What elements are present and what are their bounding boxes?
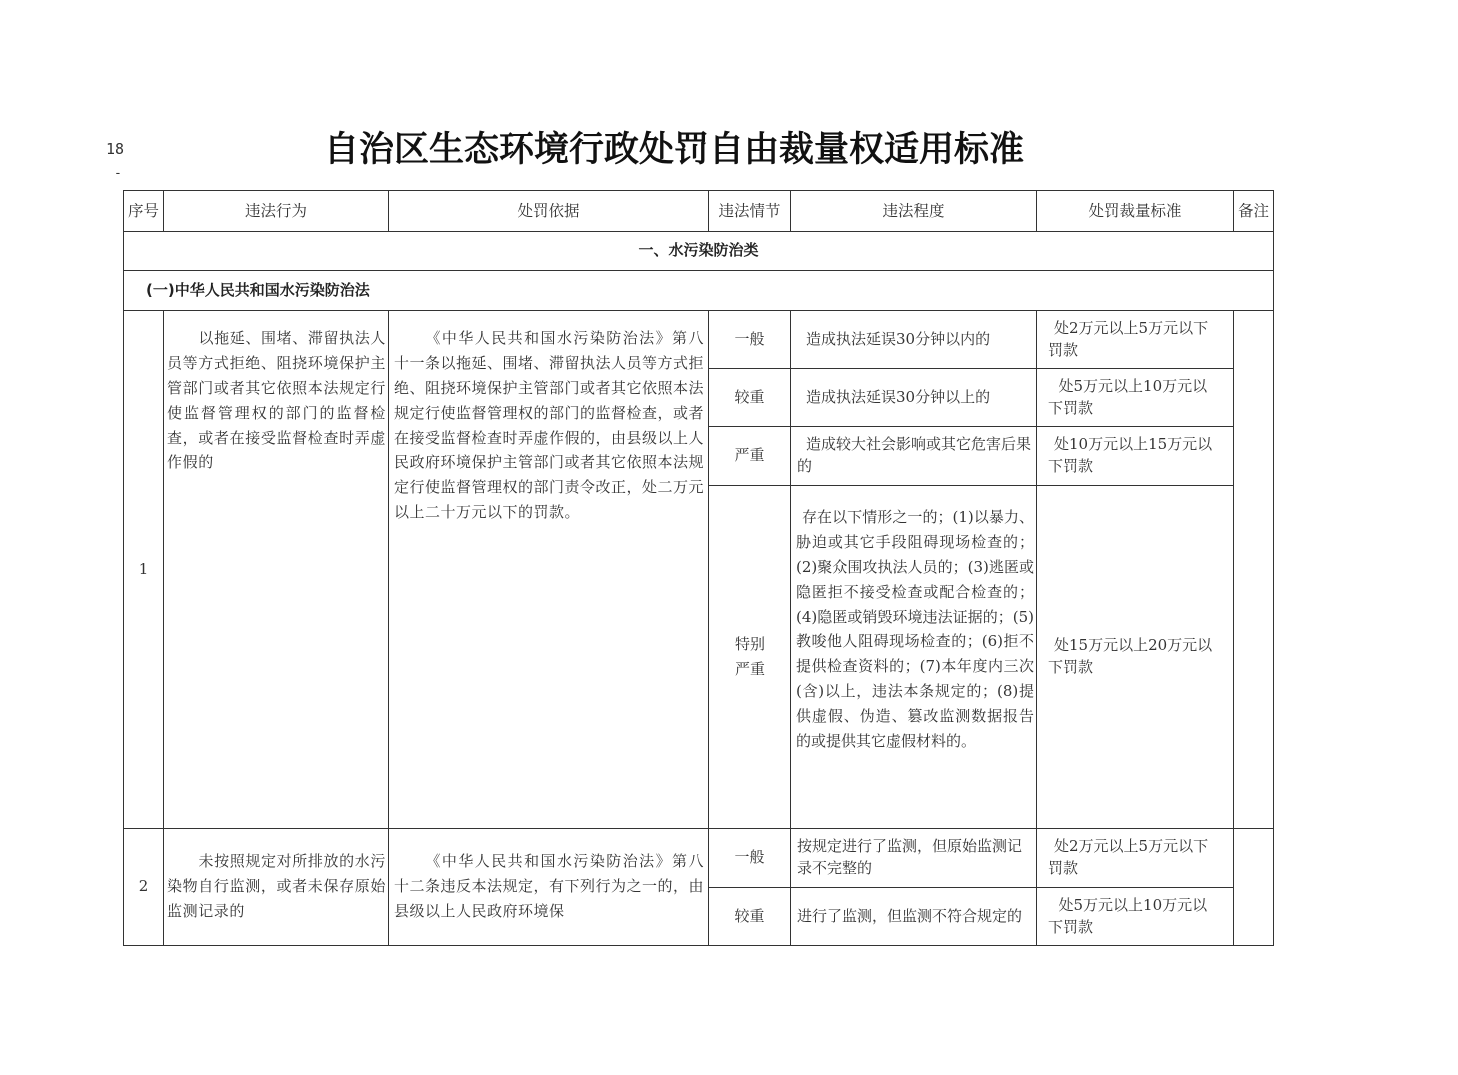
table-border — [790, 310, 791, 946]
table-border — [123, 945, 1274, 946]
circumstance-serious: 较重 — [734, 906, 765, 925]
standard-serious: 处5万元以上10万元以下罚款 — [1048, 376, 1208, 417]
table-border — [1273, 190, 1274, 946]
degree-grave: 造成较大社会影响或其它危害后果的 — [797, 435, 1032, 475]
circumstance-serious: 较重 — [734, 387, 765, 406]
circumstance-general: 一般 — [734, 329, 765, 348]
subcategory-heading: (一)中华人民共和国水污染防治法 — [146, 280, 370, 299]
header-remark: 备注 — [1237, 201, 1269, 220]
degree-general: 造成执法延误30分钟以内的 — [806, 329, 991, 348]
circumstance-grave: 严重 — [734, 446, 765, 465]
entry-index: 1 — [138, 559, 149, 578]
table-border — [163, 310, 164, 946]
standard-general: 处2万元以上5万元以下罚款 — [1048, 318, 1209, 359]
page-marker: - — [114, 166, 122, 181]
page-title: 自治区生态环境行政处罚自由裁量权适用标准 — [323, 130, 1024, 170]
degree-especially-grave: 存在以下情形之一的；(1)以暴力、胁迫或其它手段阻碍现场检查的；(2)聚众围攻执法人员的；(3)逃匿或隐匿拒不接受检查或配合检查的；(4)隐匿或销毁环境违法证据的；(5)教唆他人阻碍现场检查的；(6)拒不提供检查资料的；(7)本年度内三次(含)以上，违法本条规定的；(8)提供虚假、伪造、篡改监测数据报告的或提供其它虚假材料的。 — [796, 508, 1034, 751]
entry-violation: 以拖延、围堵、滞留执法人员等方式拒绝、阻挠环境保护主管部门或者其它依照本法规定行使监督管理权的部门的监督检查，或者在接受监督检查时弄虚作假的 — [167, 329, 386, 472]
standard-grave: 处10万元以上15万元以下罚款 — [1048, 435, 1213, 475]
header-circumstance: 违法情节 — [718, 201, 781, 220]
entry-remark — [1234, 829, 1273, 945]
standard-especially-grave: 处15万元以上20万元以下罚款 — [1048, 636, 1213, 676]
header-index: 序号 — [127, 201, 159, 220]
degree-serious: 造成执法延误30分钟以上的 — [806, 387, 991, 406]
entry-remark — [1234, 311, 1273, 828]
circumstance-general: 一般 — [734, 848, 765, 867]
degree-serious: 进行了监测，但监测不符合规定的 — [797, 906, 1023, 925]
table-border — [1036, 310, 1037, 946]
standard-general: 处2万元以上5万元以下罚款 — [1048, 837, 1209, 877]
standard-serious: 处5万元以上10万元以下罚款 — [1048, 895, 1208, 936]
table-border — [388, 310, 389, 946]
page-number: 18 — [106, 140, 125, 158]
degree-general: 按规定进行了监测，但原始监测记录不完整的 — [797, 837, 1023, 877]
header-basis: 处罚依据 — [517, 201, 580, 220]
entry-basis: 《中华人民共和国水污染防治法》第八十二条违反本法规定，有下列行为之一的，由县级以上人民政府环境保 — [394, 852, 704, 920]
entry-violation: 未按照规定对所排放的水污染物自行监测，或者未保存原始监测记录的 — [167, 852, 386, 920]
header-violation: 违法行为 — [244, 201, 307, 220]
header-degree: 违法程度 — [882, 201, 945, 220]
circumstance-especially-grave: 特别严重 — [734, 634, 765, 678]
entry-index: 2 — [138, 877, 149, 896]
header-standard: 处罚裁量标准 — [1088, 201, 1182, 220]
category-heading: 一、水污染防治类 — [638, 241, 759, 260]
entry-basis: 《中华人民共和国水污染防治法》第八十一条以拖延、围堵、滞留执法人员等方式拒绝、阻挠环境保护主管部门或者其它依照本法规定行使监督管理权的部门的监督检查，或者在接受监督检查时弄虚作假的，由县级以上人民政府环境保护主管部门或者其它依照本法规定行使监督管理权的部门责令改正，处二万元以上二十万元以下的罚款。 — [394, 329, 705, 522]
